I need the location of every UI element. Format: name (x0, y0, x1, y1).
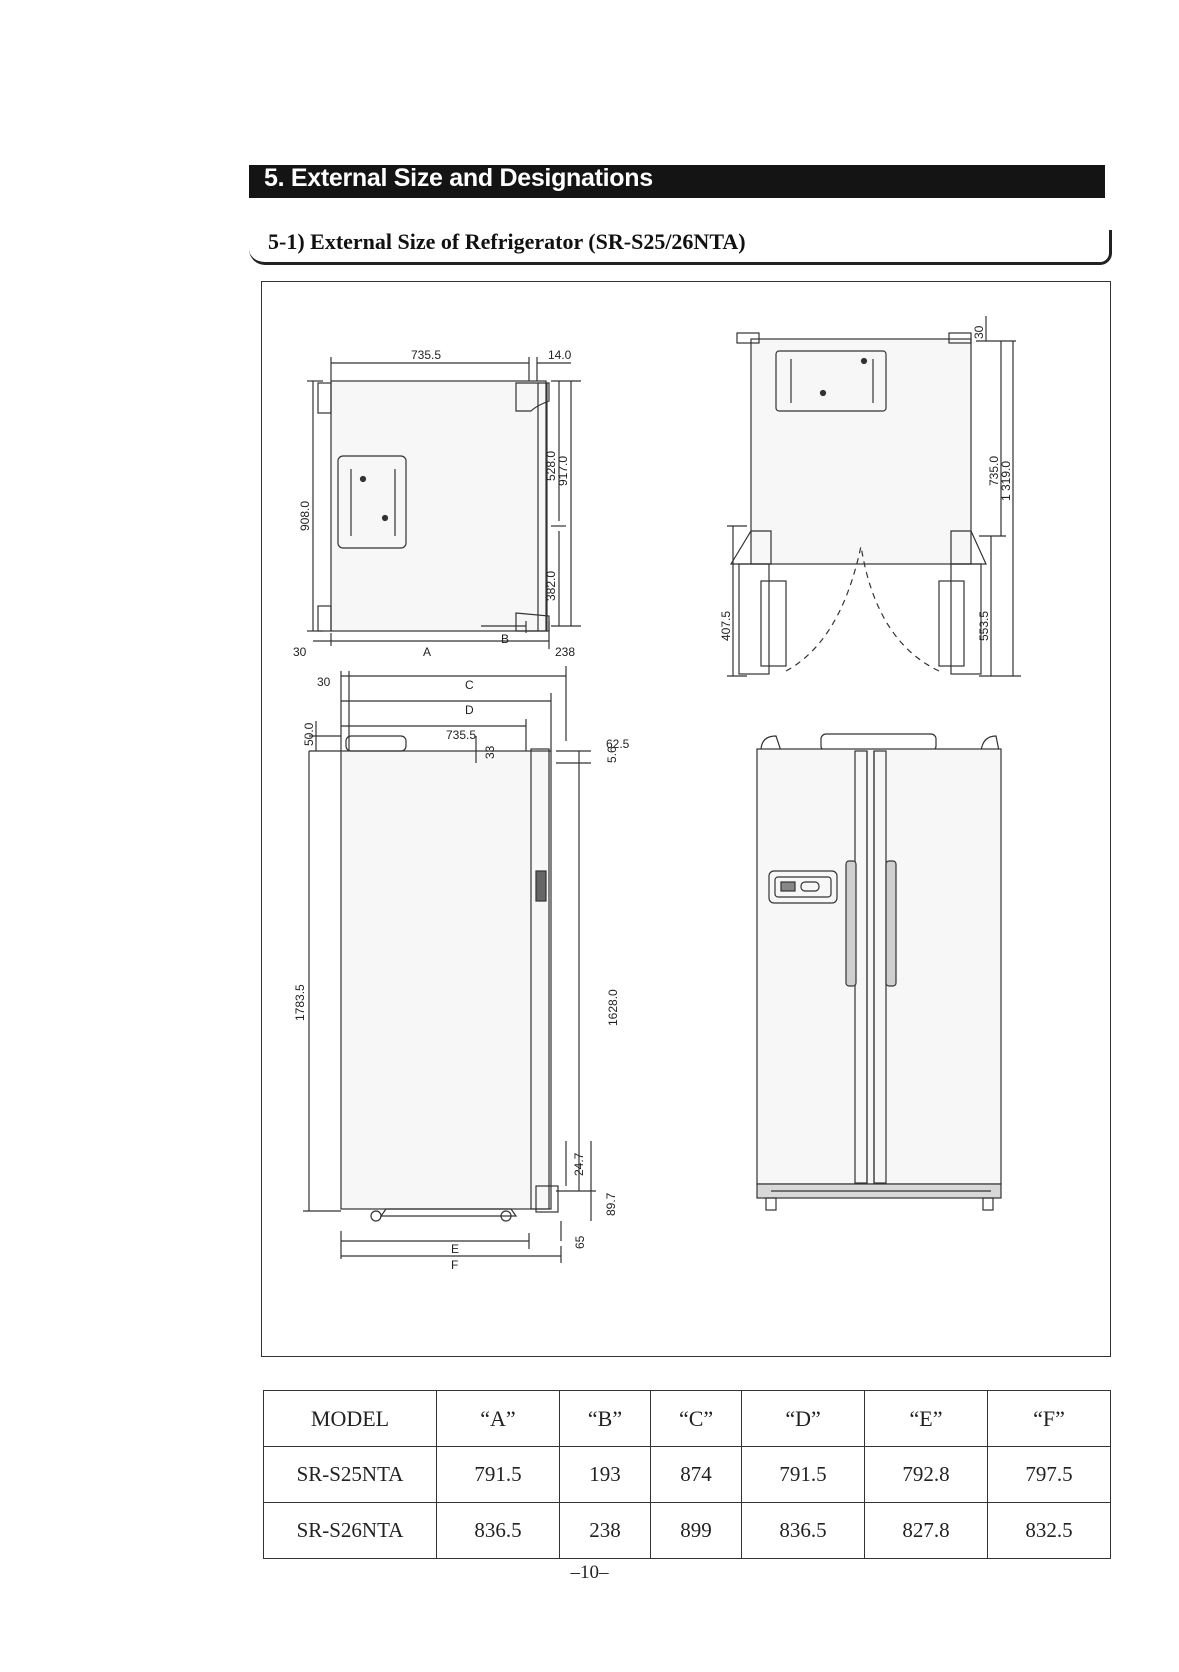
table-cell: 899 (651, 1503, 742, 1559)
header-cell: “D” (742, 1391, 865, 1447)
dim-label: A (423, 645, 432, 659)
dim-label: D (465, 703, 474, 717)
dim-label: 407.5 (719, 610, 733, 641)
dimension-drawing (261, 281, 1111, 1357)
side-view-drawing (303, 666, 596, 1263)
table-cell: 193 (559, 1447, 650, 1503)
dim-label: 917.0 (556, 455, 570, 486)
header-cell: “B” (559, 1391, 650, 1447)
dim-label: 62.5 (606, 737, 630, 751)
dim-label: 33 (483, 745, 497, 759)
dim-label: 735.0 (987, 455, 1001, 486)
dim-label: 1628.0 (606, 989, 620, 1026)
dim-label: 30 (293, 645, 307, 659)
dim-label: 65 (573, 1235, 587, 1249)
header-cell: “E” (865, 1391, 988, 1447)
dim-label: 30 (972, 325, 986, 339)
section-title: 5. External Size and Designations (264, 164, 653, 192)
table-cell: 836.5 (742, 1503, 865, 1559)
table-cell: 791.5 (437, 1447, 560, 1503)
dim-label: C (465, 678, 474, 692)
dim-label: 382.0 (544, 570, 558, 601)
page-number: –10– (570, 1562, 609, 1583)
top-view-drawing (307, 357, 581, 649)
table-cell: SR-S25NTA (264, 1447, 437, 1503)
header-cell: MODEL (264, 1391, 437, 1447)
dim-label: 735.5 (446, 728, 477, 742)
dim-label: 553.5 (977, 610, 991, 641)
table-row (264, 1447, 1111, 1503)
dim-label: 908.0 (298, 500, 312, 531)
table-cell: 874 (651, 1447, 742, 1503)
dim-label: 30 (317, 675, 331, 689)
table-cell: SR-S26NTA (264, 1503, 437, 1559)
dim-label: 5.6 (605, 746, 619, 763)
table-cell: 832.5 (988, 1503, 1111, 1559)
subsection-title: 5-1) External Size of Refrigerator (SR-S25/26NTA) (268, 229, 746, 254)
table-cell: 797.5 (988, 1447, 1111, 1503)
dim-label: 528.0 (544, 450, 558, 481)
table-cell: 792.8 (865, 1447, 988, 1503)
table-cell: 836.5 (437, 1503, 560, 1559)
header-cell: “C” (651, 1391, 742, 1447)
table-header-row (264, 1391, 1111, 1447)
dim-label: E (451, 1242, 460, 1256)
dim-label: 24.7 (572, 1152, 586, 1176)
dim-label: 1783.5 (293, 984, 307, 1021)
dim-label: 735.5 (411, 348, 442, 362)
table-cell: 827.8 (865, 1503, 988, 1559)
dim-label: 89.7 (604, 1192, 618, 1216)
dim-label: 14.0 (548, 348, 572, 362)
header-cell: “A” (437, 1391, 560, 1447)
dim-label: 238 (555, 645, 576, 659)
dim-label: F (451, 1258, 459, 1272)
header-cell: “F” (988, 1391, 1111, 1447)
front-view-drawing (757, 734, 1001, 1210)
dim-label: 1 319.0 (999, 460, 1013, 501)
dim-label: 50.0 (302, 722, 316, 746)
table-cell: 791.5 (742, 1447, 865, 1503)
model-dimension-table (263, 1390, 1111, 1559)
dim-label: B (501, 632, 510, 646)
table-cell: 238 (559, 1503, 650, 1559)
table-row (264, 1503, 1111, 1559)
